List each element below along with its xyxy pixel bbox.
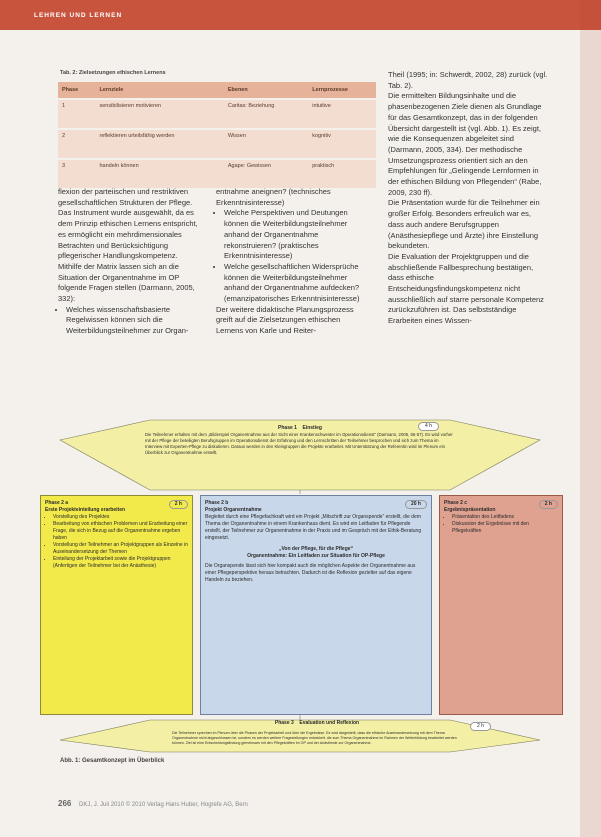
table-cell: 3 — [58, 159, 96, 188]
time-badge: 2 h — [539, 500, 558, 509]
phase-subtitle: Erste Projekteinteilung erarbeiten — [45, 507, 126, 513]
table-cell: 2 — [58, 129, 96, 159]
phase2c-box — [439, 495, 563, 715]
table-cell: Agape: Gewissen — [224, 159, 308, 188]
table-cell: reflektieren urteilsfähig werden — [96, 129, 224, 159]
table-cell: handeln können — [96, 159, 224, 188]
page-footer — [58, 799, 248, 808]
paragraph: Die Evaluation der Projektgruppen und die abschließende Fallbesprechung bestätigen, dass ethische Entscheidungsfindungskompetenz nicht ausschließlich auf starre personale Kompetenz zurückzuführen ist. Das selbstständige Erarbeiten eines Wissen- — [388, 251, 544, 326]
phase-title: Phase 2 a — [45, 500, 69, 506]
paragraph: entnahme aneignen? (technisches Erkenntnisinteresse) — [216, 187, 331, 207]
table-cell: Wissen — [224, 129, 308, 159]
phase-title: Phase 1 — [278, 425, 297, 431]
table-column-header: Lernziele — [96, 82, 224, 99]
phase-item: • Vorstellung der Teilnehmer an Projektgruppen als Einzelne in Auseinandersetzung der Themen — [53, 542, 188, 556]
paragraph: Mithilfe der Matrix lassen sich an die Situation der Organentnahme im OP folgende Fragen stellen (Darmann, 2005, 332): — [58, 261, 195, 304]
paragraph: Das Instrument wurde ausgewählt, da es dem Prinzip ethischen Lernens entspricht, es ermöglicht ein mehrdimensionales Betrachten und Berücksichtigung pflegerischer Handlungskompetenz. — [58, 208, 198, 261]
phase-body: Die Teilnehmer erhalten mit dem „Bilderspiel Organentnahme aus der Sicht einer Krankenschwester im Operationsdienst“ (Darmann, 2005, 55-57). Es wird vorher mit der Pflege der beteiligten Berufsgruppen im Operationsdienst der Erfahrung und den Lernschritten der Teilnehmer besprochen und sich zum Thema im Interview mit Experten-Pflege zu diskutieren. Daraus werden in den Kleingruppen die Projekte erarbeitet. Mit Unterstützung der Referentin wird im Plenum ein Überblick zur Organentnahme erstellt. — [145, 432, 453, 455]
table-column-header: Ebenen — [224, 82, 308, 99]
phase1-text — [145, 425, 455, 456]
phase-item: • Bearbeitung von ethischen Problemen und Erarbeitung einer Frage, die sich in Bezug auf die Organentnahme ergeben haben — [53, 521, 188, 542]
paragraph: Der weitere didaktische Planungsprozess greift auf die Zielsetzungen ethischen Lernens von Karle und Reiter- — [216, 304, 354, 336]
paragraph: Die ermittelten Bildungsinhalte und die phasenbezogenen Ziele dienen als Grundlage für das Gesamtkonzept, das in der folgenden Übersicht dargestellt ist (vgl. Abb. 1). Es zeigt, wie die Konsequenzen abgeleitet sind (Darmann, 2005, 334). Der methodische Umsetzungsprozess orientiert sich an den Empfehlungen für „Gelingende Lernformen in der ethischen Bildung von Pflegenden“ (Rabe, 2009, 230 ff). — [388, 91, 542, 197]
table-cell: kognitiv — [308, 129, 376, 159]
footer-text: DKJ, J. Juli 2010 © 2010 Verlag Hans Huber, Hogrefe AG, Bern — [79, 802, 248, 808]
phase-item: • Präsentation des Leitfadens — [452, 514, 558, 521]
phase-quote-sub: Organentnahme: Ein Leitfaden zur Situation für OP-Pflege — [247, 553, 385, 559]
table-column-header: Phase — [58, 82, 96, 99]
bullet-item: • Welches wissenschaftsbasierte Regelwissen können sich die Weiterbildungsteilnehmer zur Organ- — [66, 305, 207, 337]
phase-subtitle: Ergebnispräsentation — [444, 507, 496, 513]
phase-body: Die Teilnehmer sprechen im Plenum über die Phasen der Projektarbeit und über die Ergebnisse. Es wird dargestellt, dass die ethische Auseinandersetzung mit dem Thema Organentnahme nicht abgeschlossen ist, sondern es werden weitere Fragestellungen entwickelt, die zum Thema Organentnahme im Rahmen der Weiterbildung bearbeitet werden können. Ziel ist eine Entscheidungsfindung gemeinsam mit den Pflegekräften im OP und der Anästhesie zur Organentnahme. — [172, 731, 457, 745]
phase-title: Phase 3 — [274, 720, 294, 726]
table-caption: Tab. 2: Zielsetzungen ethischen Lernens — [60, 70, 166, 76]
phase2b-box — [200, 495, 432, 715]
paragraph: Die Präsentation wurde für die Teilnehmer ein großer Erfolg. Besonders erfreulich war es, dass auch andere Berufsgruppen (Anästhesiepflege und Ärzte) ihre Einstellung bekundeten. — [388, 198, 540, 251]
phase2a-box — [40, 495, 193, 715]
time-badge: 4 h — [418, 422, 439, 431]
bullet-item: • Welche Perspektiven und Deutungen können die Weiterbildungsteilnehmer anhand der Organentnahme rekonstruieren? (praktisches Erkenntnisinteresse) — [224, 208, 365, 262]
phase-body: Die Organspende lässt sich hier kompakt auch die möglichen Aspekte der Organentnahme aus einer Pflegeperspektive heraus betrachten. Dadurch ist die Reflexion gezielter auf das eigene Handeln zu beziehen. — [205, 563, 416, 583]
time-badge: 2 h — [169, 500, 188, 509]
page-number: 266 — [58, 799, 72, 808]
phase-subtitle: Einstieg — [302, 425, 322, 431]
table-cell: Caritas: Beziehung — [224, 99, 308, 129]
table-cell: 1 — [58, 99, 96, 129]
phase-quote: „Von der Pflege, für die Pflege“ — [278, 546, 354, 552]
figure-caption: Abb. 1: Gesamtkonzept im Überblick — [60, 758, 165, 764]
phase-subtitle: Evaluation und Reflexion — [299, 720, 360, 726]
table-cell: intuitive — [308, 99, 376, 129]
phase-title: Phase 2 b — [205, 500, 229, 506]
phase-title: Phase 2 c — [444, 500, 468, 506]
table-column-header: Lernprozesse — [308, 82, 376, 99]
time-badge: 20 h — [405, 500, 427, 509]
table-cell: sensibilisieren motivieren — [96, 99, 224, 129]
phase-item: • Diskussion der Ergebnisse mit den Pflegekräften — [452, 521, 558, 535]
phase3-text — [172, 721, 462, 727]
bullet-item: • Welche gesellschaftlichen Widersprüche können die Weiterbildungsteilnehmer anhand der Organentnahme aufdecken? (emanzipatorisches Erkenntnisinteresse) — [224, 262, 365, 305]
paragraph: flexion der parteiischen und restriktiven gesellschaftlichen Strukturen der Pflege. — [58, 187, 193, 207]
table-cell: praktisch — [308, 159, 376, 188]
time-badge: 2 h — [470, 722, 491, 731]
phase-subtitle: Projekt Organentnahme — [205, 507, 262, 513]
phase-item: • Vorstellung des Projektes — [53, 514, 188, 521]
paragraph: Theil (1995; in: Schwerdt, 2002, 28) zurück (vgl. Tab. 2). — [388, 70, 548, 90]
phase-body: Begleitet durch eine Pflegefachkraft wird ein Projekt „Mitschrift zur Organspende“ erstellt, die dem Thema der Organentnahme in einem Krankenhaus dient. Es wird ein Leitfaden für Pflegende erstellt, der Teilnehmer zur Organentnahme in der Praxis und im Gespräch mit der Ethik-Beratung eingesetzt. — [205, 514, 422, 541]
section-label: LEHREN UND LERNEN — [34, 12, 123, 19]
phase-item: • Einteilung der Projektarbeit sowie die Projektgruppen (Anfertigen der Teilnehmer bei der Anästhesie) — [53, 556, 188, 570]
